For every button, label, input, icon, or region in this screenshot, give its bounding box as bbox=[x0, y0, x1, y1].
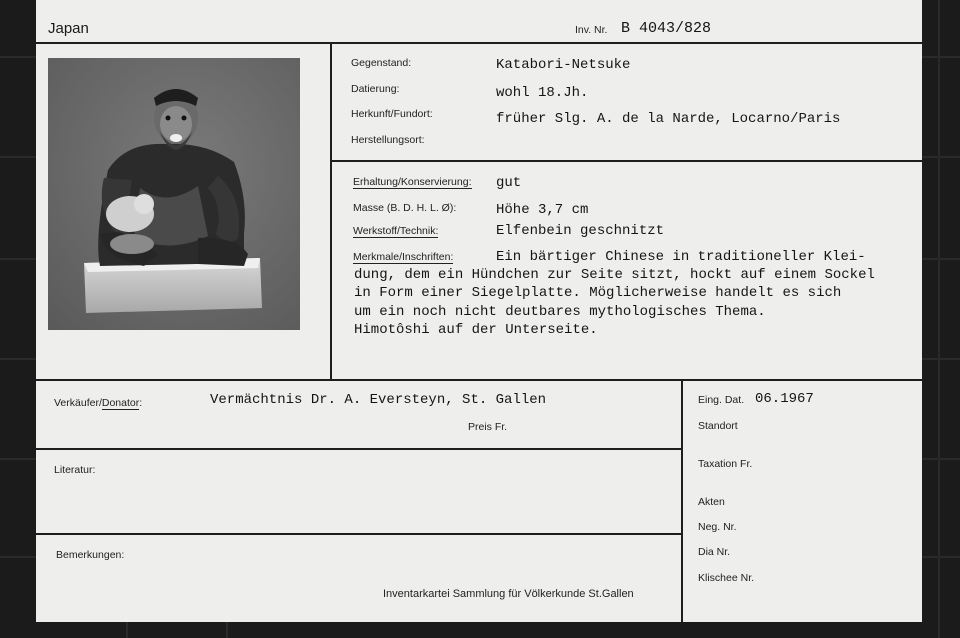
country-label: Japan bbox=[48, 20, 89, 37]
verkaeufer-value: Vermächtnis Dr. A. Eversteyn, St. Gallen bbox=[210, 392, 547, 408]
akten-label: Akten bbox=[698, 496, 725, 508]
eing-dat-label: Eing. Dat. bbox=[698, 394, 745, 406]
main-divider bbox=[36, 379, 922, 381]
card-footer: Inventarkartei Sammlung für Völkerkunde St.Gallen bbox=[383, 588, 634, 600]
klischee-nr-label: Klischee Nr. bbox=[698, 572, 755, 584]
literatur-label: Literatur: bbox=[54, 464, 96, 476]
merkmale-label: Merkmale/Inschriften: bbox=[353, 251, 454, 263]
taxation-label: Taxation Fr. bbox=[698, 458, 753, 470]
inventory-number-label: Inv. Nr. bbox=[575, 24, 608, 36]
dia-nr-label: Dia Nr. bbox=[698, 546, 731, 558]
standort-label: Standort bbox=[698, 420, 738, 432]
right-column-divider bbox=[681, 379, 683, 622]
merkmale-line: dung, dem ein Hündchen zur Seite sitzt, hockt auf einem Sockel bbox=[354, 267, 875, 283]
inventory-card bbox=[36, 0, 922, 622]
bemerkungen-label: Bemerkungen: bbox=[56, 549, 125, 561]
datierung-value: wohl 18.Jh. bbox=[496, 85, 589, 101]
photo-divider bbox=[330, 42, 332, 380]
herstellungsort-label: Herstellungsort: bbox=[351, 134, 425, 146]
netsuke-photo bbox=[48, 58, 300, 330]
background-grid-line bbox=[938, 0, 940, 638]
header-divider bbox=[36, 42, 922, 44]
merkmale-line: Ein bärtiger Chinese in traditioneller Klei- bbox=[496, 249, 866, 265]
eing-dat-value: 06.1967 bbox=[755, 391, 814, 407]
literature-divider bbox=[36, 533, 681, 535]
preis-label: Preis Fr. bbox=[468, 421, 508, 433]
herkunft-value: früher Slg. A. de la Narde, Locarno/Paris bbox=[496, 111, 841, 127]
merkmale-line: in Form einer Siegelplatte. Möglicherweise handelt es sich bbox=[354, 285, 842, 301]
datierung-label: Datierung: bbox=[351, 83, 400, 95]
object-section-divider bbox=[330, 160, 922, 162]
neg-nr-label: Neg. Nr. bbox=[698, 521, 737, 533]
herkunft-label: Herkunft/Fundort: bbox=[351, 108, 433, 120]
gegenstand-label: Gegenstand: bbox=[351, 57, 412, 69]
werkstoff-label: Werkstoff/Technik: bbox=[353, 225, 439, 237]
merkmale-line: um ein noch nicht deutbares mythologisches Thema. bbox=[354, 304, 766, 320]
erhaltung-label: Erhaltung/Konservierung: bbox=[353, 176, 472, 188]
werkstoff-value: Elfenbein geschnitzt bbox=[496, 223, 665, 239]
merkmale-line: Himotôshi auf der Unterseite. bbox=[354, 322, 598, 338]
masse-label: Masse (B. D. H. L. Ø): bbox=[353, 202, 457, 214]
acquisition-divider bbox=[36, 448, 681, 450]
erhaltung-value: gut bbox=[496, 175, 522, 191]
inventory-number-value: B 4043/828 bbox=[621, 20, 712, 37]
gegenstand-value: Katabori-Netsuke bbox=[496, 57, 631, 73]
masse-value: Höhe 3,7 cm bbox=[496, 202, 589, 218]
verkaeufer-label: Verkäufer/Donator: bbox=[54, 397, 143, 409]
